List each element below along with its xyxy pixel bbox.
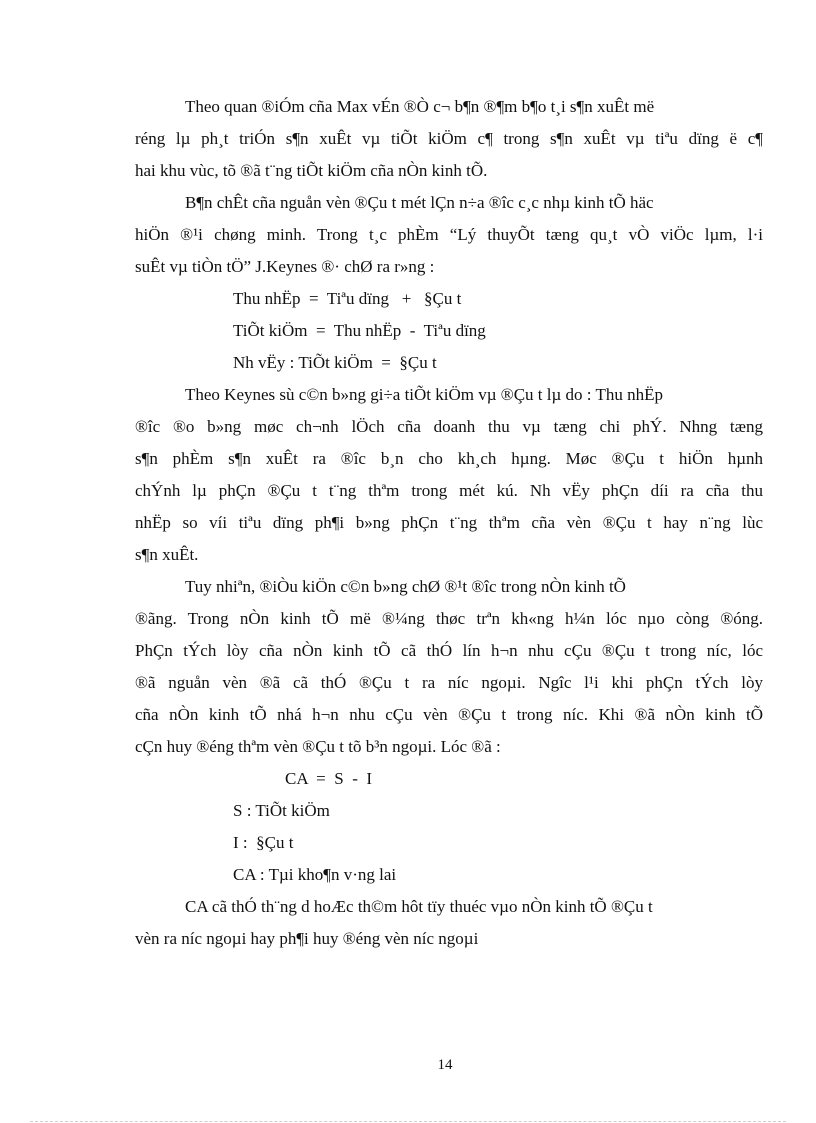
page-number: 14 bbox=[437, 1057, 453, 1073]
paragraph-4-line-5: cña nÒn kinh tÕ nhá h¬n nhu cÇu vèn ®Çu t trong níc. Khi ®ã nÒn kinh tÕ bbox=[135, 705, 763, 724]
formula-saving-equals-investment: Nh vËy : TiÕt kiÖm = §Çu t bbox=[233, 353, 437, 372]
definition-ca: CA : Tµi kho¶n v·ng lai bbox=[233, 865, 397, 884]
definition-i: I : §Çu t bbox=[233, 833, 294, 852]
paragraph-4-line-2: ®ãng. Trong nÒn kinh tÕ më ®¼ng thøc trªn kh«ng h¼n lóc nµo còng ®óng. bbox=[135, 609, 763, 628]
page-bottom-divider bbox=[30, 1121, 786, 1122]
paragraph-2-line-2: hiÖn ®¹i chøng minh. Trong t¸c phÈm “Lý thuyÕt tæng qu¸t vÒ viÖc lµm, l·i bbox=[135, 225, 763, 244]
definition-s: S : TiÕt kiÖm bbox=[233, 801, 330, 820]
paragraph-3-line-2: ®îc ®o b»ng møc ch¬nh lÖch cña doanh thu vµ tæng chi phÝ. Nhng tæng bbox=[135, 417, 763, 436]
paragraph-4-line-6: cÇn huy ®éng thªm vèn ®Çu t tõ b³n ngoµi. Lóc ®ã : bbox=[135, 737, 501, 756]
paragraph-3-line-6: s¶n xuÊt. bbox=[135, 545, 199, 564]
formula-saving: TiÕt kiÖm = Thu nhËp - Tiªu dïng bbox=[233, 321, 486, 340]
paragraph-1-line-1: Theo quan ®iÓm cña Max vÉn ®Ò c¬ b¶n ®¶m b¶o t¸i s¶n xuÊt më bbox=[185, 97, 655, 116]
paragraph-1-line-3: hai khu vùc, tõ ®ã t¨ng tiÕt kiÖm cña nÒn kinh tÕ. bbox=[135, 161, 488, 180]
formula-income: Thu nhËp = Tiªu dïng + §Çu t bbox=[233, 289, 462, 308]
formula-current-account: CA = S - I bbox=[285, 769, 373, 788]
paragraph-3-line-1: Theo Keynes sù c©n b»ng gi÷a tiÕt kiÖm vµ ®Çu t lµ do : Thu nhËp bbox=[185, 385, 663, 404]
paragraph-3-line-3: s¶n phÈm s¶n xuÊt ra ®îc b¸n cho kh¸ch hµng. Møc ®Çu t hiÖn hµnh bbox=[135, 449, 763, 468]
paragraph-4-line-4: ®ã nguån vèn ®ã cã thÓ ®Çu t ra níc ngoµi. Ngîc l¹i khi phÇn tÝch lòy bbox=[135, 673, 763, 692]
paragraph-2-line-1: B¶n chÊt cña nguån vèn ®Çu t mét lÇn n÷a ®îc c¸c nhµ kinh tÕ häc bbox=[185, 193, 654, 212]
paragraph-5-line-1: CA cã thÓ th¨ng d hoÆc th©m hôt tïy thuéc vµo nÒn kinh tÕ ®Çu t bbox=[185, 897, 653, 916]
paragraph-3-line-5: nhËp so víi tiªu dïng ph¶i b»ng phÇn t¨ng thªm cña vèn ®Çu t hay n¨ng lùc bbox=[135, 513, 763, 532]
paragraph-4-line-3: PhÇn tÝch lòy cña nÒn kinh tÕ cã thÓ lín h¬n nhu cÇu ®Çu t trong níc, lóc bbox=[135, 641, 763, 660]
paragraph-4-line-1: Tuy nhiªn, ®iÒu kiÖn c©n b»ng chØ ®¹t ®îc trong nÒn kinh tÕ bbox=[185, 577, 626, 596]
paragraph-2-line-3: suÊt vµ tiÒn tÖ” J.Keynes ®· chØ ra r»ng : bbox=[135, 257, 435, 276]
paragraph-5-line-2: vèn ra níc ngoµi hay ph¶i huy ®éng vèn níc ngoµi bbox=[135, 929, 479, 948]
paragraph-3-line-4: chÝnh lµ phÇn ®Çu t t¨ng thªm trong mét kú. Nh vËy phÇn díi ra cña thu bbox=[135, 481, 763, 500]
paragraph-1-line-2: réng lµ ph¸t triÓn s¶n xuÊt vµ tiÕt kiÖm c¶ trong s¶n xuÊt vµ tiªu dïng ë c¶ bbox=[135, 129, 763, 148]
